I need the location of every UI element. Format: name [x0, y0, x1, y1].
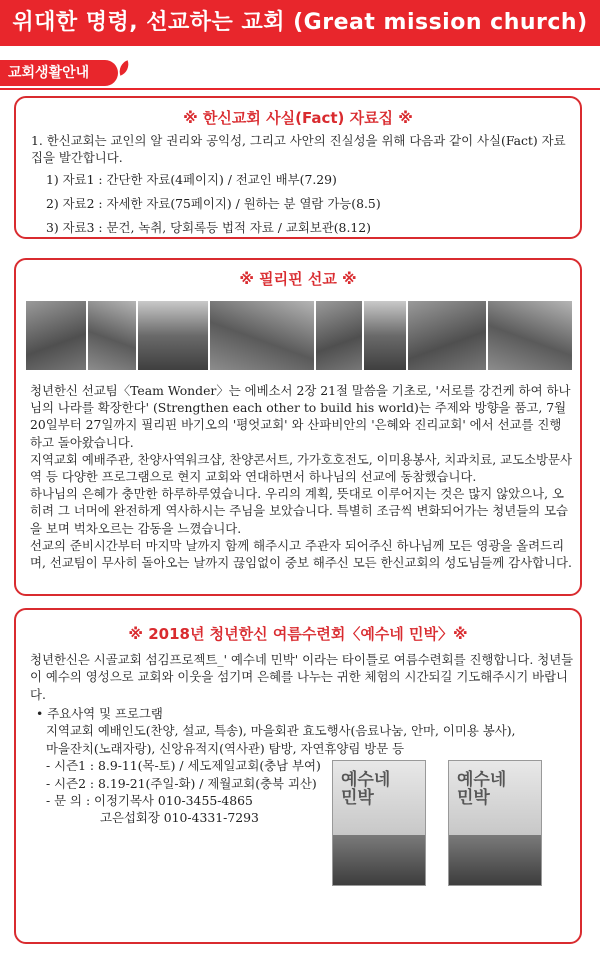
page-banner [0, 0, 600, 46]
fact-box-title: ※ 한신교회 사실(Fact) 자료집 ※ [183, 109, 413, 127]
list-item: 1) 자료1 : 간단한 자료(4페이지) / 전교인 배부(7.29) [46, 172, 337, 187]
mission-photo [26, 301, 86, 370]
section-tag: 교회생활안내 [0, 60, 118, 86]
list-item: 2) 자료2 : 자세한 자료(75페이지) / 원하는 분 열람 가능(8.5) [46, 196, 381, 211]
mission-body [30, 382, 572, 571]
list-item: 3) 자료3 : 문건, 녹취, 당회록등 법적 자료 / 교회보관(8.12) [46, 220, 371, 235]
retreat-poster [332, 760, 426, 886]
banner-title: 위대한 명령, 선교하는 교회 (Great mission church) [12, 10, 588, 35]
program-line: 마을잔치(노래자랑), 신앙유적지(역사관) 탐방, 자연휴양림 방문 등 [46, 740, 405, 756]
fact-box-intro: 1. 한신교회는 교인의 알 권리와 공익성, 그리고 사안의 진실성을 위해 다음과 같이 사실(Fact) 자료집을 발간합니다. [31, 133, 566, 166]
program-heading: • 주요사역 및 프로그램 [36, 706, 163, 721]
mission-photo [488, 301, 572, 370]
fact-list [46, 168, 381, 240]
retreat-box [14, 608, 582, 944]
divider [0, 88, 600, 90]
mission-paragraph: 선교의 준비시간부터 마지막 날까지 함께 해주시고 주관자 되어주신 하나님께 모든 영광을 올려드리며, 선교팀이 무사히 돌아오는 날까지 끊임없이 중보 해주신 모든 한신교회의 성도님들께 감사합니다. [30, 537, 572, 571]
mission-photo [408, 301, 486, 370]
poster-title: 예수네 민박 [457, 770, 507, 808]
section-tag-bar [0, 60, 600, 90]
contact-line: 고은섭회장 010-4331-7293 [100, 810, 259, 826]
program-line: 지역교회 예배인도(찬양, 설교, 특송), 마을회관 효도행사(음료나눔, 안마, 이미용 봉사), [46, 723, 516, 739]
leaf-icon [116, 60, 131, 75]
mission-photo [364, 301, 406, 370]
photo-strip [26, 301, 572, 370]
poster-title: 예수네 민박 [341, 770, 391, 808]
mission-box-title: ※ 필리핀 선교 ※ [239, 270, 357, 288]
schedule-line: - 시즌2 : 8.19-21(주일-화) / 제월교회(충북 괴산) [46, 775, 317, 791]
retreat-box-title: ※ 2018년 청년한신 여름수련회〈예수네 민박〉※ [128, 625, 468, 643]
retreat-poster [448, 760, 542, 886]
mission-photo [138, 301, 208, 370]
retreat-intro: 청년한신은 시골교회 섬김프로젝트_' 예수네 민박' 이라는 타이틀로 여름수련회를 진행합니다. 청년들이 예수의 영성으로 교회와 이웃을 섬기며 은혜를 나누는 귀한 체험의 시간되길 기도해주시기 바랍니다. [30, 652, 574, 702]
schedule-line: - 문 의 : 이정기목사 010-3455-4865 [46, 793, 253, 809]
schedule-line: - 시즌1 : 8.9-11(목-토) / 세도제일교회(충남 부여) [46, 758, 321, 774]
mission-photo [210, 301, 314, 370]
mission-box [14, 258, 582, 596]
mission-photo [88, 301, 136, 370]
fact-box [14, 96, 582, 239]
mission-paragraph: 하나님의 은혜가 충만한 하루하루였습니다. 우리의 계획, 뜻대로 이루어지는 것은 많지 않았으나, 오히려 그 너머에 완전하게 역사하시는 주님을 보았습니다. 특별히 조금씩 변화되어가는 청년들의 모습을 보며 벅차오르는 감동을 느꼈습니다. [30, 486, 569, 536]
mission-paragraph: 지역교회 예배주관, 찬양사역워크샵, 찬양콘서트, 가가호호전도, 이미용봉사, 치과치료, 교도소방문사역 등 다양한 프로그램으로 현지 교회와 연대하면서 하나님의 선교에 동참했습니다. [30, 451, 572, 485]
mission-photo [316, 301, 362, 370]
mission-paragraph: 청년한신 선교팀〈Team Wonder〉는 에베소서 2장 21절 말씀을 기초로, '서로를 강건케 하여 하나님의 나라를 확장한다' (Strengthen each other to build his world)는 주제와 방향을 품고, 7월 20일부터 27일까지 필리핀 바기오의 '평엇교회' 와 산파비안의 '은혜와 진리교회' 에서 선교를 진행하고 돌아왔습니다. [30, 383, 571, 450]
